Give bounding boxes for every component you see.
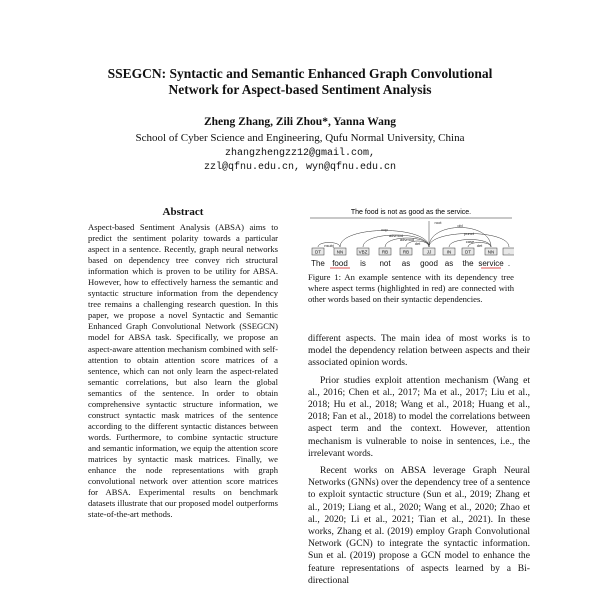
figure-word-0: The: [311, 259, 325, 268]
right-column-text: [308, 333, 530, 587]
figure-word-9: .: [507, 259, 511, 268]
pos-tags: [312, 248, 514, 255]
figure-word-2: is: [360, 259, 366, 268]
pos-tag-0: DT: [315, 249, 321, 255]
figure-sentence: The food is not as good as the service.: [350, 209, 472, 216]
title-line-1: SSEGCN: Syntactic and Semantic Enhanced Graph Convolutional: [107, 66, 493, 81]
right-paragraph-3: Recent works on ABSA leverage Graph Neural Networks (GNNs) over the dependency tree of a sentence to exploit syntactic structure (Sun et al., 2019; Zhang et al., 2019; Liang et al., 2020; Wang et al., 2020; Zhao et al., 2020; Li et al., 2021; Tian et al., 2021). In these works, Zhang et al. (2019) employ Graph Convolutional Network (GCN) to integrate the syntactic information. Sun et al. (2019) propose a GCN model to enhance the feature representations of aspects learned by a Bi-directional: [308, 465, 530, 586]
arc-label-7: punct: [464, 231, 474, 236]
pos-tag-1: NN: [336, 249, 344, 255]
pos-tag-7: DT: [465, 249, 471, 255]
abstract-heading: Abstract: [162, 206, 204, 218]
figure-word-1: food: [332, 259, 348, 268]
figure-caption: Figure 1: An example sentence with its dependency tree where aspect terms (highlighted in red) are connected with other words based on their syntactic dependencies.: [308, 272, 514, 304]
arc-label-0: nsubj: [324, 243, 334, 248]
right-paragraph-1: different aspects. The main idea of most works is to model the dependency relation between aspects and their associated opinion words.: [308, 333, 530, 369]
arc-label-9: obl: [457, 223, 463, 228]
dependency-tree-figure: [308, 207, 514, 271]
arc-label-3: advmod: [399, 237, 415, 242]
arc-label-2: advmod: [388, 233, 404, 238]
paper-title: [0, 66, 600, 98]
figure-words: [311, 259, 510, 268]
abstract-body: Aspect-based Sentiment Analysis (ABSA) aims to predict the sentiment polarity towards a particular aspect in a sentence. Recently, graph neural networks based on dependency tree convey rich structural information which is proven to be utility for ABSA. However, how to effectively harness the semantic and syntactic structure information from the dependency tree remains a challenging research question. In this paper, we propose a novel Syntactic and Semantic Enhanced Graph Convolutional Network (SSEGCN) model for ABSA task. Specifically, we propose an aspect-aware attention mechanism combined with self-attention to obtain attention score matrices of a sentence, which can not only learn the aspect-related semantic correlations, but also learn the global semantics of the sentence. In order to obtain comprehensive syntactic structure information, we construct syntactic mask matrices of the sentence according to the different syntactic distances between words. Furthermore, to combine syntactic structure and semantic information, we equip the attention score matrices by syntactic mask matrices. Finally, we enhance the node representations with graph convolutional network over attention score matrices for ABSA. Experimental results on benchmark datasets illustrate that our proposed model outperforms state-of-the-art methods.: [88, 222, 278, 520]
pos-tag-9: .: [508, 249, 510, 255]
pos-tag-3: RB: [381, 249, 389, 255]
arc-label-4: det: [414, 241, 421, 246]
figure-word-8: service: [478, 259, 504, 268]
figure-word-4: as: [401, 259, 411, 268]
figure-word-7: the: [462, 259, 474, 268]
pos-tag-8: NN: [487, 249, 495, 255]
authors: Zheng Zhang, Zili Zhou*, Yanna Wang: [203, 116, 397, 128]
arc-label-1: cop: [381, 227, 388, 232]
figure-word-6: as: [444, 259, 454, 268]
dependency-arcs: [318, 220, 509, 248]
affiliation: School of Cyber Science and Engineering, Qufu Normal University, China: [135, 132, 465, 144]
right-paragraph-2: Prior studies exploit attention mechanism (Wang et al., 2016; Chen et al., 2017; Ma et al., 2017; Liu et al., 2018; Hu et al., 2018; Wang et al., 2018; Huang et al., 2018; Fan et al., 2018) to model the correlations between aspect term and the context. However, attention mechanism is vulnerable to noise in sentences, i.e., the irrelevant words.: [308, 374, 530, 459]
figure-word-3: not: [379, 259, 391, 268]
pos-tag-6: IN: [446, 249, 452, 255]
figure-word-5: good: [420, 259, 438, 268]
arc-label-6: det: [476, 243, 483, 248]
email-line-2: zzl@qfnu.edu.cn, wyn@qfnu.edu.cn: [203, 162, 397, 173]
email-line-1: zhangzhengzz12@gmail.com,: [224, 148, 376, 159]
pos-tag-2: VBZ: [358, 249, 368, 255]
arc-label-8: root: [434, 220, 442, 225]
pos-tag-5: JJ: [426, 249, 432, 255]
title-line-2: Network for Aspect-based Sentiment Analysis: [168, 82, 432, 97]
arc-label-5: case: [465, 239, 475, 244]
pos-tag-4: RB: [402, 249, 410, 255]
